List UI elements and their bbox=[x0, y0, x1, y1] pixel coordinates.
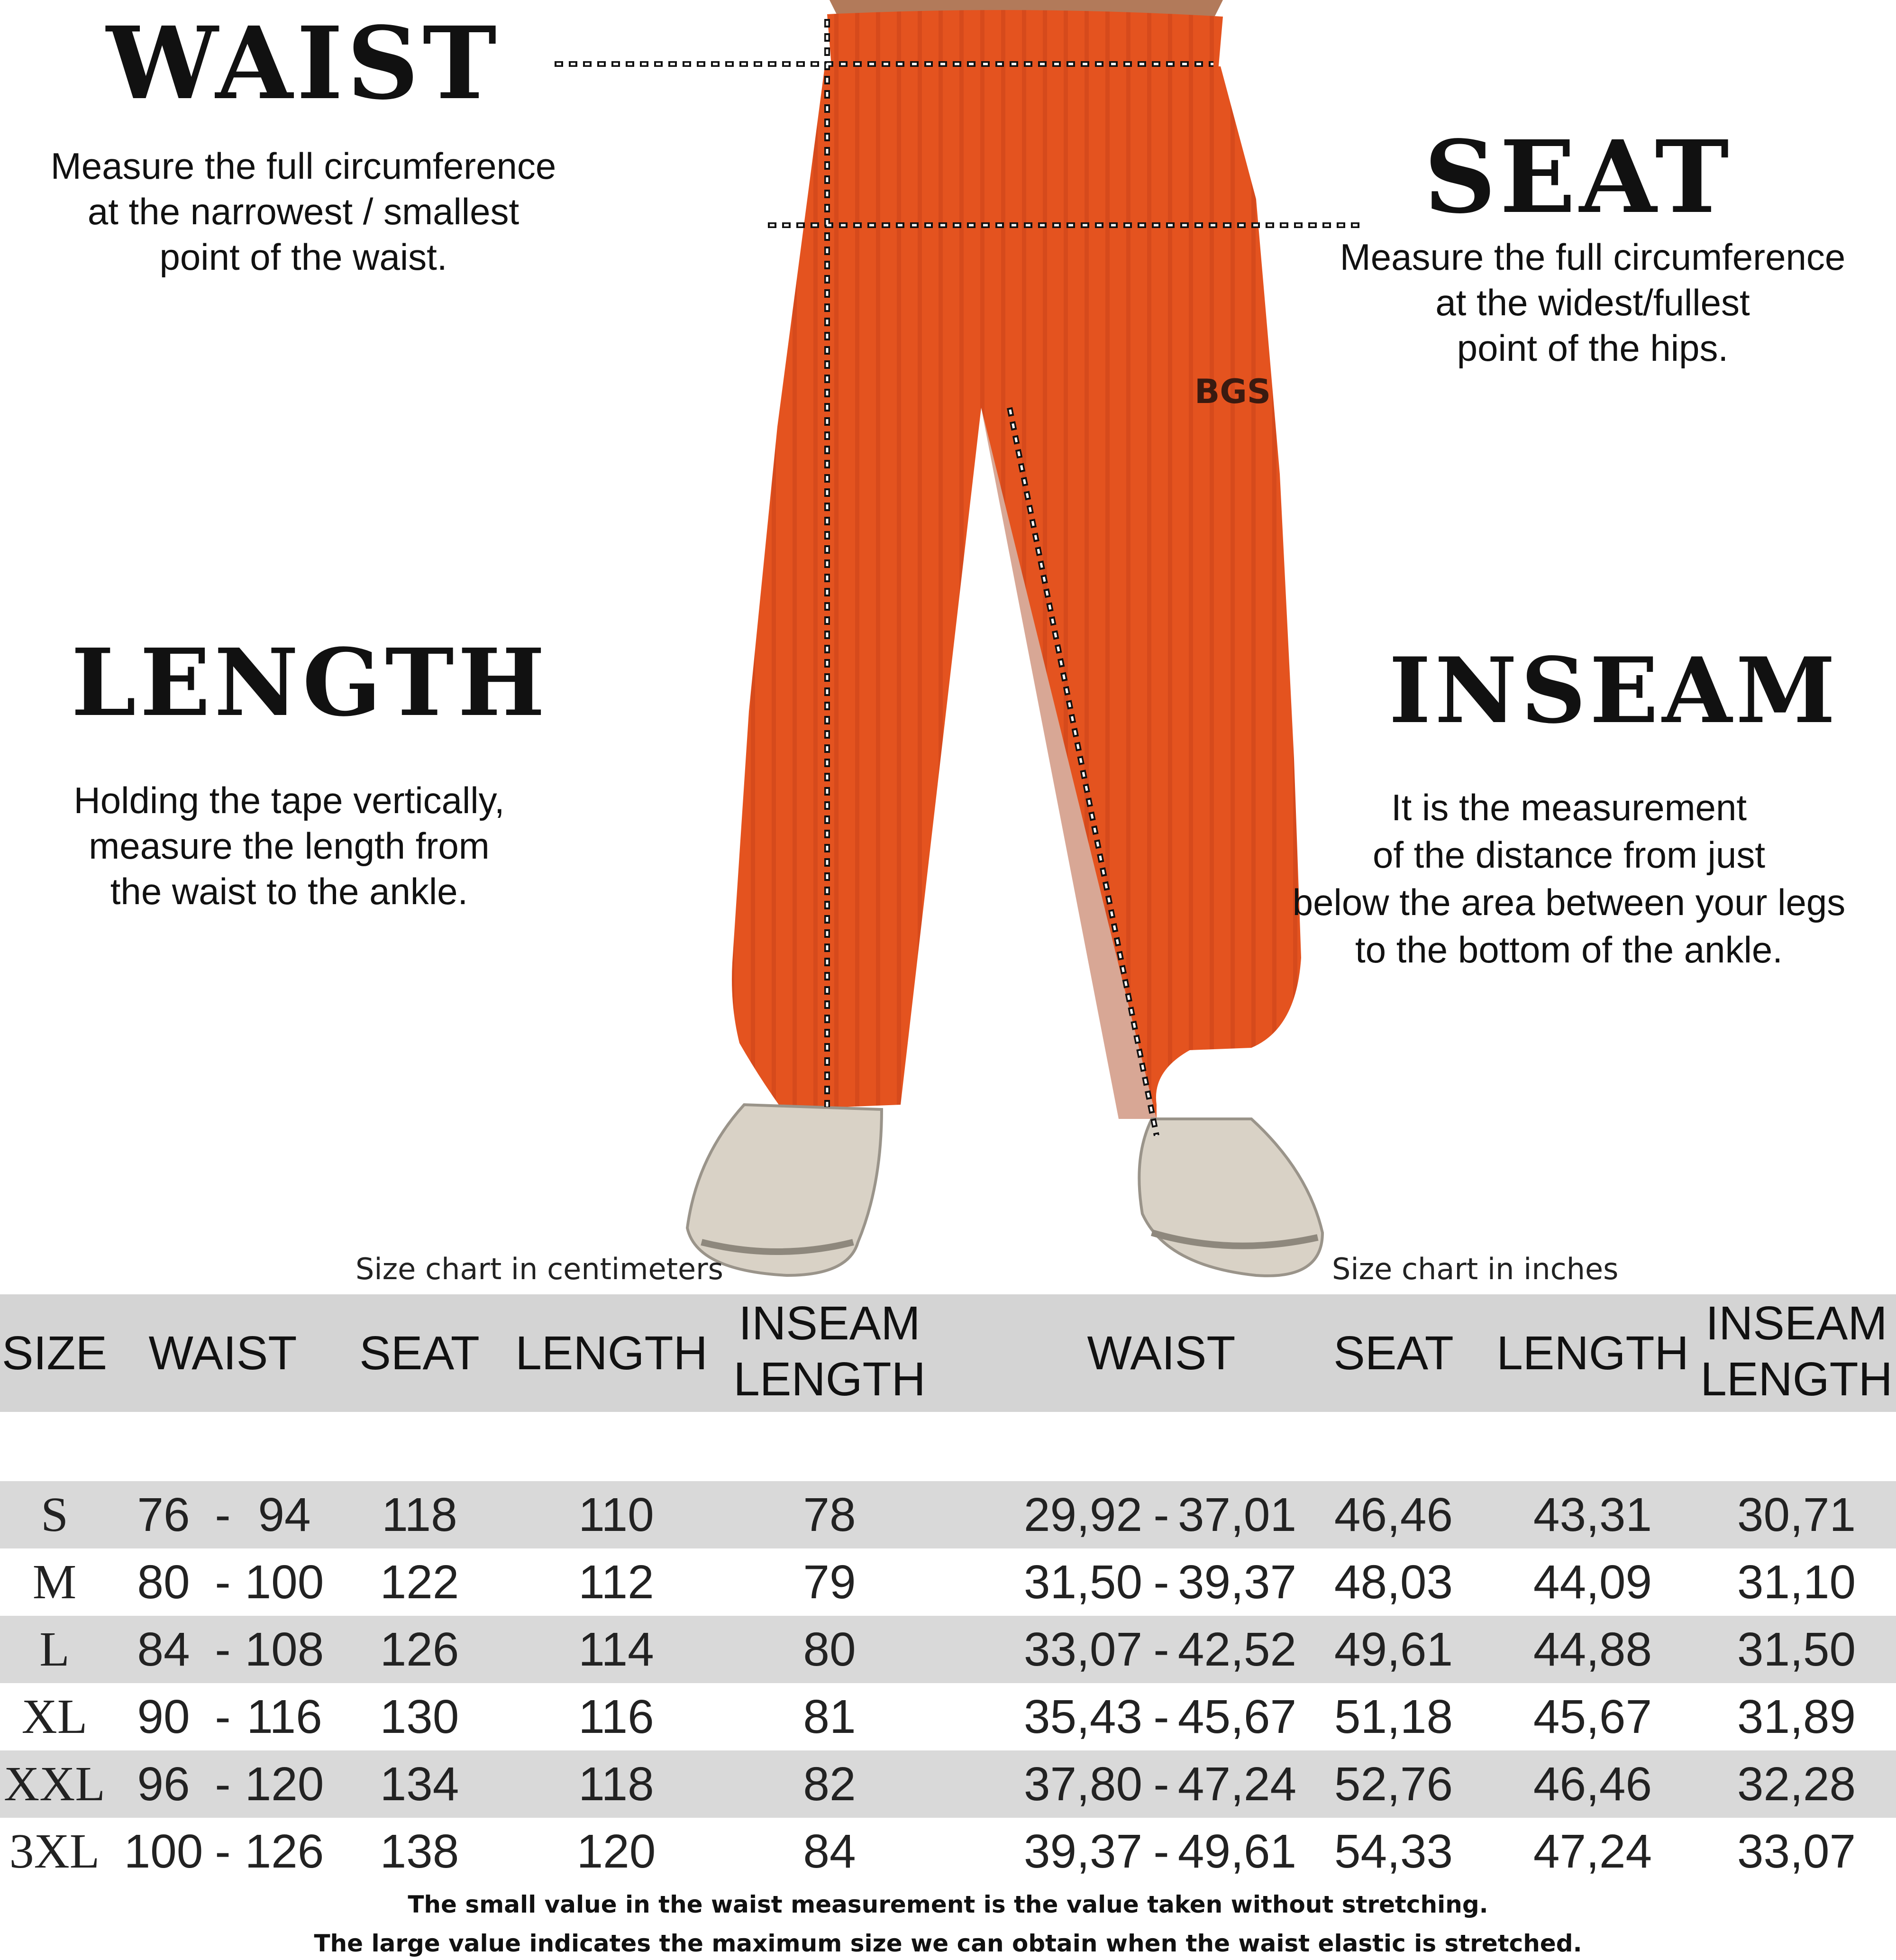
cell-inseam: 80 bbox=[803, 1623, 856, 1676]
table-row bbox=[0, 1481, 1896, 1548]
cell-length-in: 47,24 bbox=[1533, 1825, 1652, 1878]
waist-note-min: The small value in the waist measurement is the value taken without stretching. bbox=[408, 1891, 1488, 1918]
cell-range-separator: - bbox=[1153, 1825, 1169, 1878]
cell-size: L bbox=[39, 1622, 70, 1676]
header-size: SIZE bbox=[1, 1327, 108, 1380]
cell-seat: 118 bbox=[382, 1488, 457, 1541]
cell-length: 116 bbox=[578, 1690, 654, 1743]
cell-size: 3XL bbox=[9, 1824, 100, 1878]
cell-waist-in-min: 35,43 bbox=[1023, 1690, 1143, 1743]
cell-length-in: 45,67 bbox=[1533, 1690, 1652, 1743]
cell-length-in: 46,46 bbox=[1533, 1758, 1652, 1811]
inseam-title: INSEAM bbox=[1389, 638, 1840, 743]
inseam-desc-line: of the distance from just bbox=[1372, 834, 1766, 876]
cell-range-separator: - bbox=[215, 1825, 231, 1878]
cell-inseam: 78 bbox=[803, 1488, 856, 1541]
cell-range-separator: - bbox=[1153, 1488, 1169, 1541]
cell-inseam-in: 31,50 bbox=[1737, 1623, 1856, 1676]
cell-seat-in: 46,46 bbox=[1334, 1488, 1453, 1541]
cell-inseam-in: 31,89 bbox=[1737, 1690, 1856, 1743]
cell-inseam-in: 32,28 bbox=[1737, 1758, 1856, 1811]
cell-waist-min: 90 bbox=[137, 1690, 190, 1743]
inseam-description bbox=[1261, 784, 1877, 973]
cell-seat-in: 48,03 bbox=[1334, 1556, 1453, 1609]
cell-inseam: 79 bbox=[803, 1556, 856, 1609]
cell-seat: 134 bbox=[380, 1758, 459, 1811]
cell-waist-max: 120 bbox=[245, 1758, 324, 1811]
cell-size: S bbox=[41, 1487, 68, 1542]
table-row bbox=[0, 1750, 1896, 1818]
cell-range-separator: - bbox=[215, 1758, 231, 1811]
cell-waist-max: 126 bbox=[245, 1825, 324, 1878]
cell-waist-min: 84 bbox=[137, 1623, 190, 1676]
inseam-desc-line: It is the measurement bbox=[1391, 787, 1747, 828]
cell-waist-min: 80 bbox=[137, 1556, 190, 1609]
seat-desc-line: at the widest/fullest bbox=[1435, 282, 1750, 323]
table-header bbox=[0, 1294, 1896, 1412]
cell-seat: 138 bbox=[380, 1825, 459, 1878]
table-row bbox=[0, 1548, 1896, 1616]
header-inseam-in: INSEAM bbox=[1705, 1297, 1887, 1350]
waist-note-max: The large value indicates the maximum size we can obtain when the waist elastic is stretched. bbox=[314, 1930, 1582, 1957]
inseam-desc-line: to the bottom of the ankle. bbox=[1355, 929, 1783, 971]
inseam-desc-line: below the area between your legs bbox=[1292, 881, 1846, 923]
cell-waist-in-max: 39,37 bbox=[1177, 1556, 1297, 1609]
right-shoe-icon bbox=[1139, 1119, 1322, 1276]
length-desc-line: measure the length from bbox=[89, 825, 490, 867]
length-desc-line: the waist to the ankle. bbox=[110, 870, 468, 912]
cell-waist-in-max: 42,52 bbox=[1177, 1623, 1297, 1676]
cell-length: 112 bbox=[578, 1556, 654, 1609]
cell-inseam-in: 33,07 bbox=[1737, 1825, 1856, 1878]
cell-seat-in: 52,76 bbox=[1334, 1758, 1453, 1811]
cell-waist-in-max: 45,67 bbox=[1177, 1690, 1297, 1743]
cell-waist-in-min: 29,92 bbox=[1023, 1488, 1143, 1541]
header-length-in: LENGTH bbox=[1496, 1327, 1689, 1380]
header-waist-cm: WAIST bbox=[148, 1327, 297, 1380]
waist-title: WAIST bbox=[106, 5, 501, 122]
cell-seat: 122 bbox=[380, 1556, 459, 1609]
cell-range-separator: - bbox=[215, 1488, 231, 1541]
cell-waist-max: 108 bbox=[245, 1623, 324, 1676]
cell-range-separator: - bbox=[215, 1690, 231, 1743]
length-desc-line: Holding the tape vertically, bbox=[73, 779, 505, 821]
header-waist-in: WAIST bbox=[1087, 1327, 1236, 1380]
cell-length-in: 44,09 bbox=[1533, 1556, 1652, 1609]
seat-desc-line: Measure the full circumference bbox=[1340, 236, 1846, 278]
cell-waist-in-max: 49,61 bbox=[1177, 1825, 1297, 1878]
seat-desc-line: point of the hips. bbox=[1457, 327, 1729, 369]
header-inseam-length-in: LENGTH bbox=[1700, 1353, 1893, 1406]
cell-length: 118 bbox=[578, 1758, 654, 1811]
in-chart-title: Size chart in inches bbox=[1332, 1252, 1619, 1286]
cell-length-in: 44,88 bbox=[1533, 1623, 1652, 1676]
cell-length: 114 bbox=[578, 1623, 654, 1676]
table-row bbox=[0, 1683, 1896, 1750]
cell-waist-in-min: 39,37 bbox=[1023, 1825, 1143, 1878]
cell-seat-in: 49,61 bbox=[1334, 1623, 1453, 1676]
cell-inseam: 82 bbox=[803, 1758, 856, 1811]
cell-waist-max: 116 bbox=[246, 1690, 322, 1743]
cell-waist-in-min: 37,80 bbox=[1023, 1758, 1143, 1811]
cell-waist-in-min: 31,50 bbox=[1023, 1556, 1143, 1609]
cell-size: XL bbox=[21, 1689, 88, 1744]
cm-chart-title: Size chart in centimeters bbox=[356, 1252, 723, 1286]
cell-range-separator: - bbox=[215, 1556, 231, 1609]
cell-inseam-in: 30,71 bbox=[1737, 1488, 1856, 1541]
cell-range-separator: - bbox=[1153, 1556, 1169, 1609]
seat-title: SEAT bbox=[1424, 119, 1733, 236]
cell-waist-min: 100 bbox=[124, 1825, 203, 1878]
cell-size: M bbox=[32, 1555, 77, 1609]
cell-length: 120 bbox=[576, 1825, 656, 1878]
length-title: LENGTH bbox=[71, 628, 549, 737]
cell-waist-in-max: 37,01 bbox=[1177, 1488, 1297, 1541]
header-seat-in: SEAT bbox=[1333, 1327, 1454, 1380]
waist-description bbox=[0, 143, 607, 280]
cell-range-separator: - bbox=[1153, 1758, 1169, 1811]
cell-seat: 130 bbox=[380, 1690, 459, 1743]
cell-range-separator: - bbox=[215, 1623, 231, 1676]
cell-waist-min: 76 bbox=[137, 1488, 190, 1541]
cell-range-separator: - bbox=[1153, 1623, 1169, 1676]
cell-waist-in-min: 33,07 bbox=[1023, 1623, 1143, 1676]
header-length-cm: LENGTH bbox=[515, 1327, 708, 1380]
cell-waist-min: 96 bbox=[137, 1758, 190, 1811]
waist-desc-line: at the narrowest / smallest bbox=[87, 191, 520, 232]
cell-seat-in: 54,33 bbox=[1334, 1825, 1453, 1878]
cell-seat: 126 bbox=[380, 1623, 459, 1676]
header-seat-cm: SEAT bbox=[359, 1327, 480, 1380]
cell-length-in: 43,31 bbox=[1533, 1488, 1652, 1541]
cell-inseam-in: 31,10 bbox=[1737, 1556, 1856, 1609]
cell-inseam: 84 bbox=[803, 1825, 856, 1878]
cell-waist-max: 94 bbox=[258, 1488, 311, 1541]
cell-waist-in-max: 47,24 bbox=[1177, 1758, 1297, 1811]
cell-waist-max: 100 bbox=[245, 1556, 324, 1609]
waist-desc-line: Measure the full circumference bbox=[50, 145, 556, 187]
table-row bbox=[0, 1616, 1896, 1683]
cell-range-separator: - bbox=[1153, 1690, 1169, 1743]
table-row bbox=[0, 1818, 1896, 1885]
header-inseam-length-cm: LENGTH bbox=[733, 1353, 926, 1406]
cell-inseam: 81 bbox=[803, 1690, 856, 1743]
cell-length: 110 bbox=[578, 1488, 654, 1541]
waist-desc-line: point of the waist. bbox=[159, 236, 447, 278]
seat-description bbox=[1289, 234, 1896, 371]
header-inseam-cm: INSEAM bbox=[738, 1297, 921, 1350]
brand-mark: BGS bbox=[1194, 372, 1271, 411]
cell-size: XXL bbox=[4, 1757, 105, 1811]
length-description bbox=[0, 778, 578, 914]
cell-seat-in: 51,18 bbox=[1334, 1690, 1453, 1743]
